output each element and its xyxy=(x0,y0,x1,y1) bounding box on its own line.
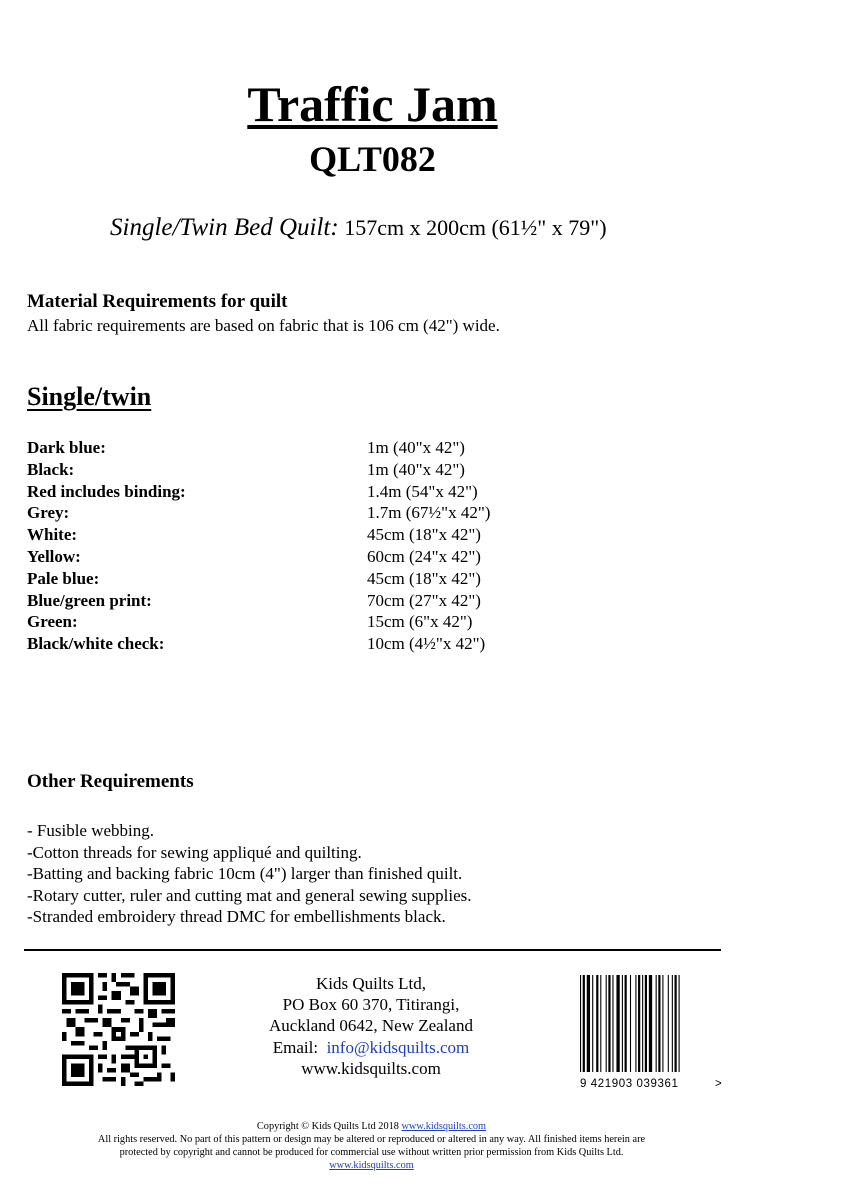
fabric-name: Red includes binding: xyxy=(27,481,186,501)
list-item: -Stranded embroidery thread DMC for embellishments black. xyxy=(27,907,446,927)
barcode-bar xyxy=(596,975,598,1072)
fabric-row xyxy=(27,590,587,612)
barcode-bar xyxy=(635,975,636,1072)
fabric-name: Green: xyxy=(27,612,78,632)
barcode-arrow: > xyxy=(715,1078,722,1090)
quilt-size-line xyxy=(110,210,607,246)
company-name: Kids Quilts Ltd, xyxy=(315,974,427,993)
fabric-row xyxy=(27,459,587,481)
fabric-name: Blue/green print: xyxy=(27,590,152,610)
fabric-row xyxy=(27,481,587,503)
list-item: -Rotary cutter, ruler and cutting mat and general sewing supplies. xyxy=(27,885,472,905)
barcode-bar xyxy=(622,975,623,1072)
list-item: - Fusible webbing. xyxy=(27,821,155,840)
email-label: Email: xyxy=(272,1037,319,1057)
barcode-bar xyxy=(592,975,593,1072)
barcode-number: 9 421903 039361 xyxy=(580,1078,679,1090)
barcode-bar xyxy=(587,975,590,1072)
barcode-bar xyxy=(638,975,640,1072)
contact-block xyxy=(245,973,497,1079)
fabric-name: Black/white check: xyxy=(27,634,165,654)
fabric-amount: 1m (40"x 42") xyxy=(367,459,465,479)
barcode-bar xyxy=(612,975,613,1072)
barcode-bar xyxy=(645,975,647,1072)
fabric-amount: 15cm (6"x 42") xyxy=(367,612,473,632)
qr-code xyxy=(62,973,175,1086)
fabric-name: Black: xyxy=(27,459,75,479)
materials-heading: Material Requirements for quilt xyxy=(27,291,288,312)
fabric-row xyxy=(27,437,587,459)
fabric-row xyxy=(27,502,587,524)
barcode-bar xyxy=(600,975,601,1072)
footer-link-line xyxy=(0,1159,743,1172)
copyright-line xyxy=(0,1120,743,1133)
copyright-link[interactable]: www.kidsquilts.com xyxy=(401,1121,487,1132)
barcode-bar xyxy=(630,975,631,1072)
barcode-bar xyxy=(583,975,585,1072)
barcode-bar xyxy=(625,975,627,1072)
barcode-bars xyxy=(580,975,680,1072)
fabric-list xyxy=(27,437,587,655)
list-item: -Batting and backing fabric 10cm (4") larger than finished quilt. xyxy=(27,864,463,884)
address-line-2: Auckland 0642, New Zealand xyxy=(269,1016,473,1036)
fabric-amount: 70cm (27"x 42") xyxy=(367,590,481,610)
rights-line-2: protected by copyright and cannot be produced for commercial use without written prior permission from Kids Quilts Ltd. xyxy=(119,1147,624,1158)
barcode-bar xyxy=(606,975,607,1072)
fabric-amount: 1.7m (67½"x 42") xyxy=(367,503,491,523)
barcode-bar xyxy=(649,975,652,1072)
fabric-amount: 45cm (18"x 42") xyxy=(367,568,481,588)
materials-note: All fabric requirements are based on fabric that is 106 cm (42") wide. xyxy=(27,316,500,335)
fabric-name: Dark blue: xyxy=(27,438,106,457)
barcode-bar xyxy=(656,975,657,1072)
barcode-bar xyxy=(580,975,581,1072)
list-item: -Cotton threads for sewing appliqué and quilting. xyxy=(27,842,362,862)
pattern-code: QLT082 xyxy=(309,139,436,179)
fabric-amount: 1.4m (54"x 42") xyxy=(367,481,478,501)
other-requirements-list xyxy=(27,820,472,928)
website[interactable]: www.kidsquilts.com xyxy=(301,1058,441,1078)
email-line xyxy=(245,1037,497,1058)
fabric-row xyxy=(27,568,587,590)
fabric-name: White: xyxy=(27,525,78,545)
footer-link[interactable]: www.kidsquilts.com xyxy=(329,1160,414,1171)
barcode-bar xyxy=(616,975,619,1072)
fabric-row xyxy=(27,546,587,568)
quilt-dimensions: 157cm x 200cm (61½" x 79") xyxy=(344,215,607,240)
fabric-amount: 45cm (18"x 42") xyxy=(367,525,481,545)
barcode xyxy=(578,973,728,1091)
fabric-name: Grey: xyxy=(27,503,70,523)
email-link[interactable]: info@kidsquilts.com xyxy=(326,1037,470,1057)
divider xyxy=(24,949,721,951)
quilt-type: Single/Twin Bed Quilt: xyxy=(110,214,339,241)
pattern-title: Traffic Jam xyxy=(247,76,498,132)
barcode-bar xyxy=(668,975,669,1072)
fabric-amount: 1m (40"x 42") xyxy=(367,438,465,457)
barcode-bar xyxy=(679,975,680,1072)
barcode-bar xyxy=(672,975,673,1072)
other-requirements-heading: Other Requirements xyxy=(27,771,194,792)
barcode-bar xyxy=(642,975,643,1072)
barcode-bar xyxy=(675,975,677,1072)
barcode-bar xyxy=(662,975,663,1072)
fabric-name: Pale blue: xyxy=(27,568,100,588)
rights-line-1: All rights reserved. No part of this pattern or design may be altered or reproduced or altered in any way. All finished items herein are xyxy=(97,1134,646,1145)
fabric-amount: 60cm (24"x 42") xyxy=(367,546,481,566)
fabric-row xyxy=(27,524,587,546)
fabric-row xyxy=(27,611,587,633)
copyright-footer xyxy=(0,1120,743,1172)
address-line-1: PO Box 60 370, Titirangi, xyxy=(282,995,460,1015)
fabric-amount: 10cm (4½"x 42") xyxy=(367,634,486,654)
size-heading: Single/twin xyxy=(27,382,152,411)
fabric-row xyxy=(27,633,587,655)
barcode-bar xyxy=(608,975,610,1072)
copyright-text: Copyright © Kids Quilts Ltd 2018 xyxy=(256,1121,399,1132)
barcode-bar xyxy=(658,975,660,1072)
fabric-name: Yellow: xyxy=(27,546,81,566)
